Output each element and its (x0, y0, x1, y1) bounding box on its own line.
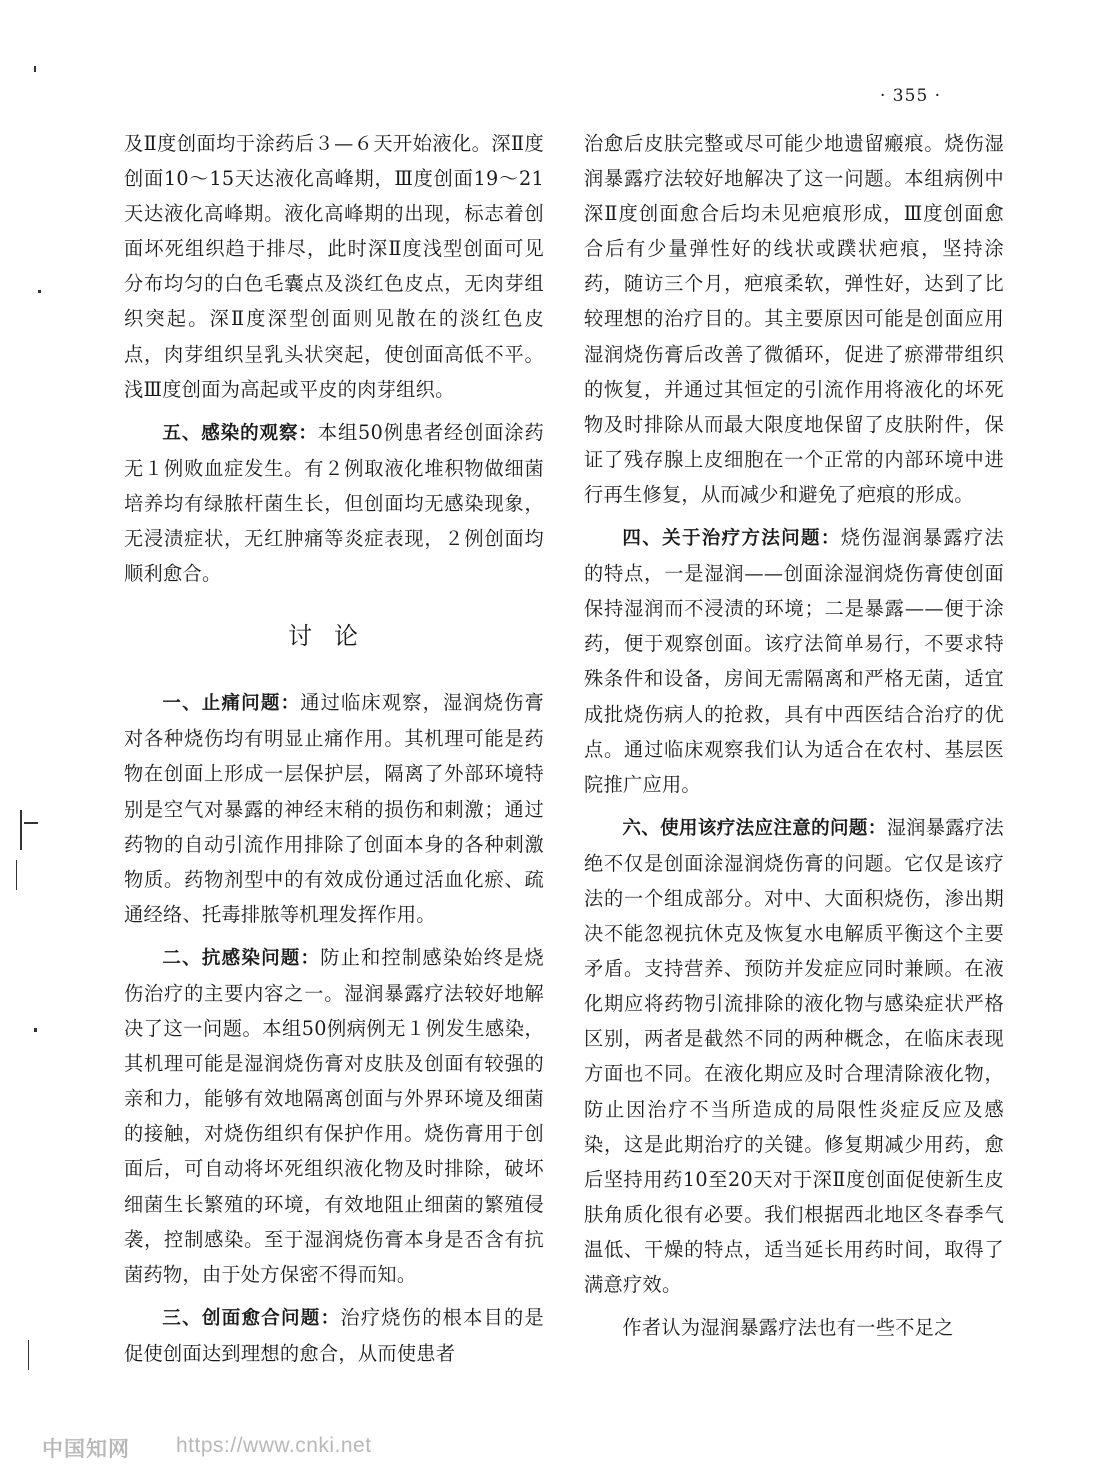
paragraph-anti-infection (124, 940, 544, 1292)
text-infection-observation: 本组50例患者经创面涂药无１例败血症发生。有２例取液化堆积物做细菌培养均有绿脓杆菌生长，但创面均无感染现象，无浸渍症状，无红肿痛等炎症表现，２例创面均顺利愈合。 (124, 420, 545, 586)
scan-artifact (24, 822, 38, 824)
page-number: · 355 · (880, 86, 942, 106)
cnki-watermark-url: https://www.cnki.net (176, 1434, 372, 1457)
scan-artifact (34, 1028, 37, 1032)
text-precautions: 湿润暴露疗法绝不仅是创面涂湿润烧伤膏的问题。它仅是该疗法的一个组成部分。对中、大面积烧伤，渗出期决不能忽视抗休克及恢复水电解质平衡这个主要矛盾。支持营养、预防并发症应同时兼顾。在液化期应将药物引流排除的液化物与感染症状严格区别，两者是截然不同的两种概念，在临床表现方面也不同。在液化期应及时合理清除液化物，防止因治疗不当所造成的局限性炎症反应及感染，这是此期治疗的关键。修复期减少用药，愈后坚持用药10至20天对于深Ⅱ度创面促使新生皮肤角质化很有必要。我们根据西北地区冬春季气温低、干燥的特点，适当延长用药时间，取得了满意疗效。 (584, 815, 1004, 1296)
left-column (124, 126, 544, 1371)
scan-artifact (38, 290, 41, 293)
paragraph-pain-relief (124, 685, 544, 932)
heading-pain-relief: 一、止痛问题： (162, 693, 301, 715)
cnki-watermark-brand: 中国知网 (42, 1437, 130, 1461)
heading-treatment-method: 四、关于治疗方法问题： (622, 528, 841, 550)
paragraph-liquefaction: 及Ⅱ度创面均于涂药后３—６天开始液化。深Ⅱ度创面10～15天达液化高峰期，Ⅲ度创面19～21天达液化高峰期。液化高峰期的出现，标志着创面坏死组织趋于排尽，此时深Ⅱ度浅型创面可见分布均匀的白色毛囊点及淡红色皮点，无肉芽组织突起。深Ⅱ度深型创面则见散在的淡红色皮点，肉芽组织呈乳头状突起，使创面高低不平。浅Ⅲ度创面为高起或平皮的肉芽组织。 (124, 132, 544, 401)
scan-artifact (28, 1340, 29, 1370)
paragraph-wound-healing (124, 1300, 544, 1371)
heading-wound-healing: 三、创面愈合问题： (162, 1307, 341, 1329)
right-column (584, 126, 1004, 1345)
scan-artifact (16, 860, 17, 890)
scan-artifact (34, 66, 36, 72)
text-treatment-method: 烧伤湿润暴露疗法的特点，一是湿润——创面涂湿润烧伤膏使创面保持湿润而不浸渍的环境；二是暴露——便于涂药，便于观察创面。该疗法简单易行，不要求特殊条件和设备，房间无需隔离和严格无菌，适宜成批烧伤病人的抢救，具有中西医结合治疗的优点。通过临床观察我们认为适合在农村、基层医院推广应用。 (584, 526, 1004, 796)
section-title-discussion: 讨论 (288, 622, 380, 651)
paragraph-author-opinion: 作者认为湿润暴露疗法也有一些不足之 (622, 1316, 954, 1340)
scan-artifact (20, 810, 22, 850)
paragraph-infection-observation (124, 415, 544, 591)
text-anti-infection: 防止和控制感染始终是烧伤治疗的主要内容之一。湿润暴露疗法较好地解决了这一问题。本组50例病例无１例发生感染，其机理可能是湿润烧伤膏对皮肤及创面有较强的亲和力，能够有效地隔离创面与外界环境及细菌的接触，对烧伤组织有保护作用。烧伤膏用于创面后，可自动将坏死组织液化物及时排除，破坏细菌生长繁殖的环境，有效地阻止细菌的繁殖侵袭，控制感染。至于湿润烧伤膏本身是否含有抗菌药物，由于处方保密不得而知。 (124, 945, 544, 1286)
paragraph-healing-continued: 治愈后皮肤完整或尽可能少地遗留瘢痕。烧伤湿润暴露疗法较好地解决了这一问题。本组病例中深Ⅱ度创面愈合后均未见疤痕形成，Ⅲ度创面愈合后有少量弹性好的线状或蹼状疤痕，坚持涂药，随访三个月，疤痕柔软，弹性好，达到了比较理想的治疗目的。其主要原因可能是创面应用湿润烧伤膏后改善了微循环，促进了瘀滞带组织的恢复，并通过其恒定的引流作用将液化的坏死物及时排除从而最大限度地保留了皮肤附件，保证了残存腺上皮细胞在一个正常的内部环境中进行再生修复，从而减少和避免了疤痕的形成。 (584, 132, 1004, 506)
text-pain-relief: 通过临床观察，湿润烧伤膏对各种烧伤均有明显止痛作用。其机理可能是药物在创面上形成一层保护层，隔离了外部环境特别是空气对暴露的神经末稍的损伤和刺激；通过药物的自动引流作用排除了创面本身的各种刺激物质。药物剂型中的有效成份通过活血化瘀、疏通经络、托毒排脓等机理发挥作用。 (124, 691, 544, 926)
heading-anti-infection: 二、抗感染问题： (162, 947, 321, 969)
heading-precautions: 六、使用该疗法应注意的问题： (622, 817, 887, 839)
paragraph-precautions (584, 810, 1004, 1302)
text-wound-healing: 治疗烧伤的根本目的是促使创面达到理想的愈合，从而使患者 (124, 1305, 544, 1365)
paragraph-treatment-method (584, 520, 1004, 802)
heading-infection-observation: 五、感染的观察： (162, 422, 318, 444)
